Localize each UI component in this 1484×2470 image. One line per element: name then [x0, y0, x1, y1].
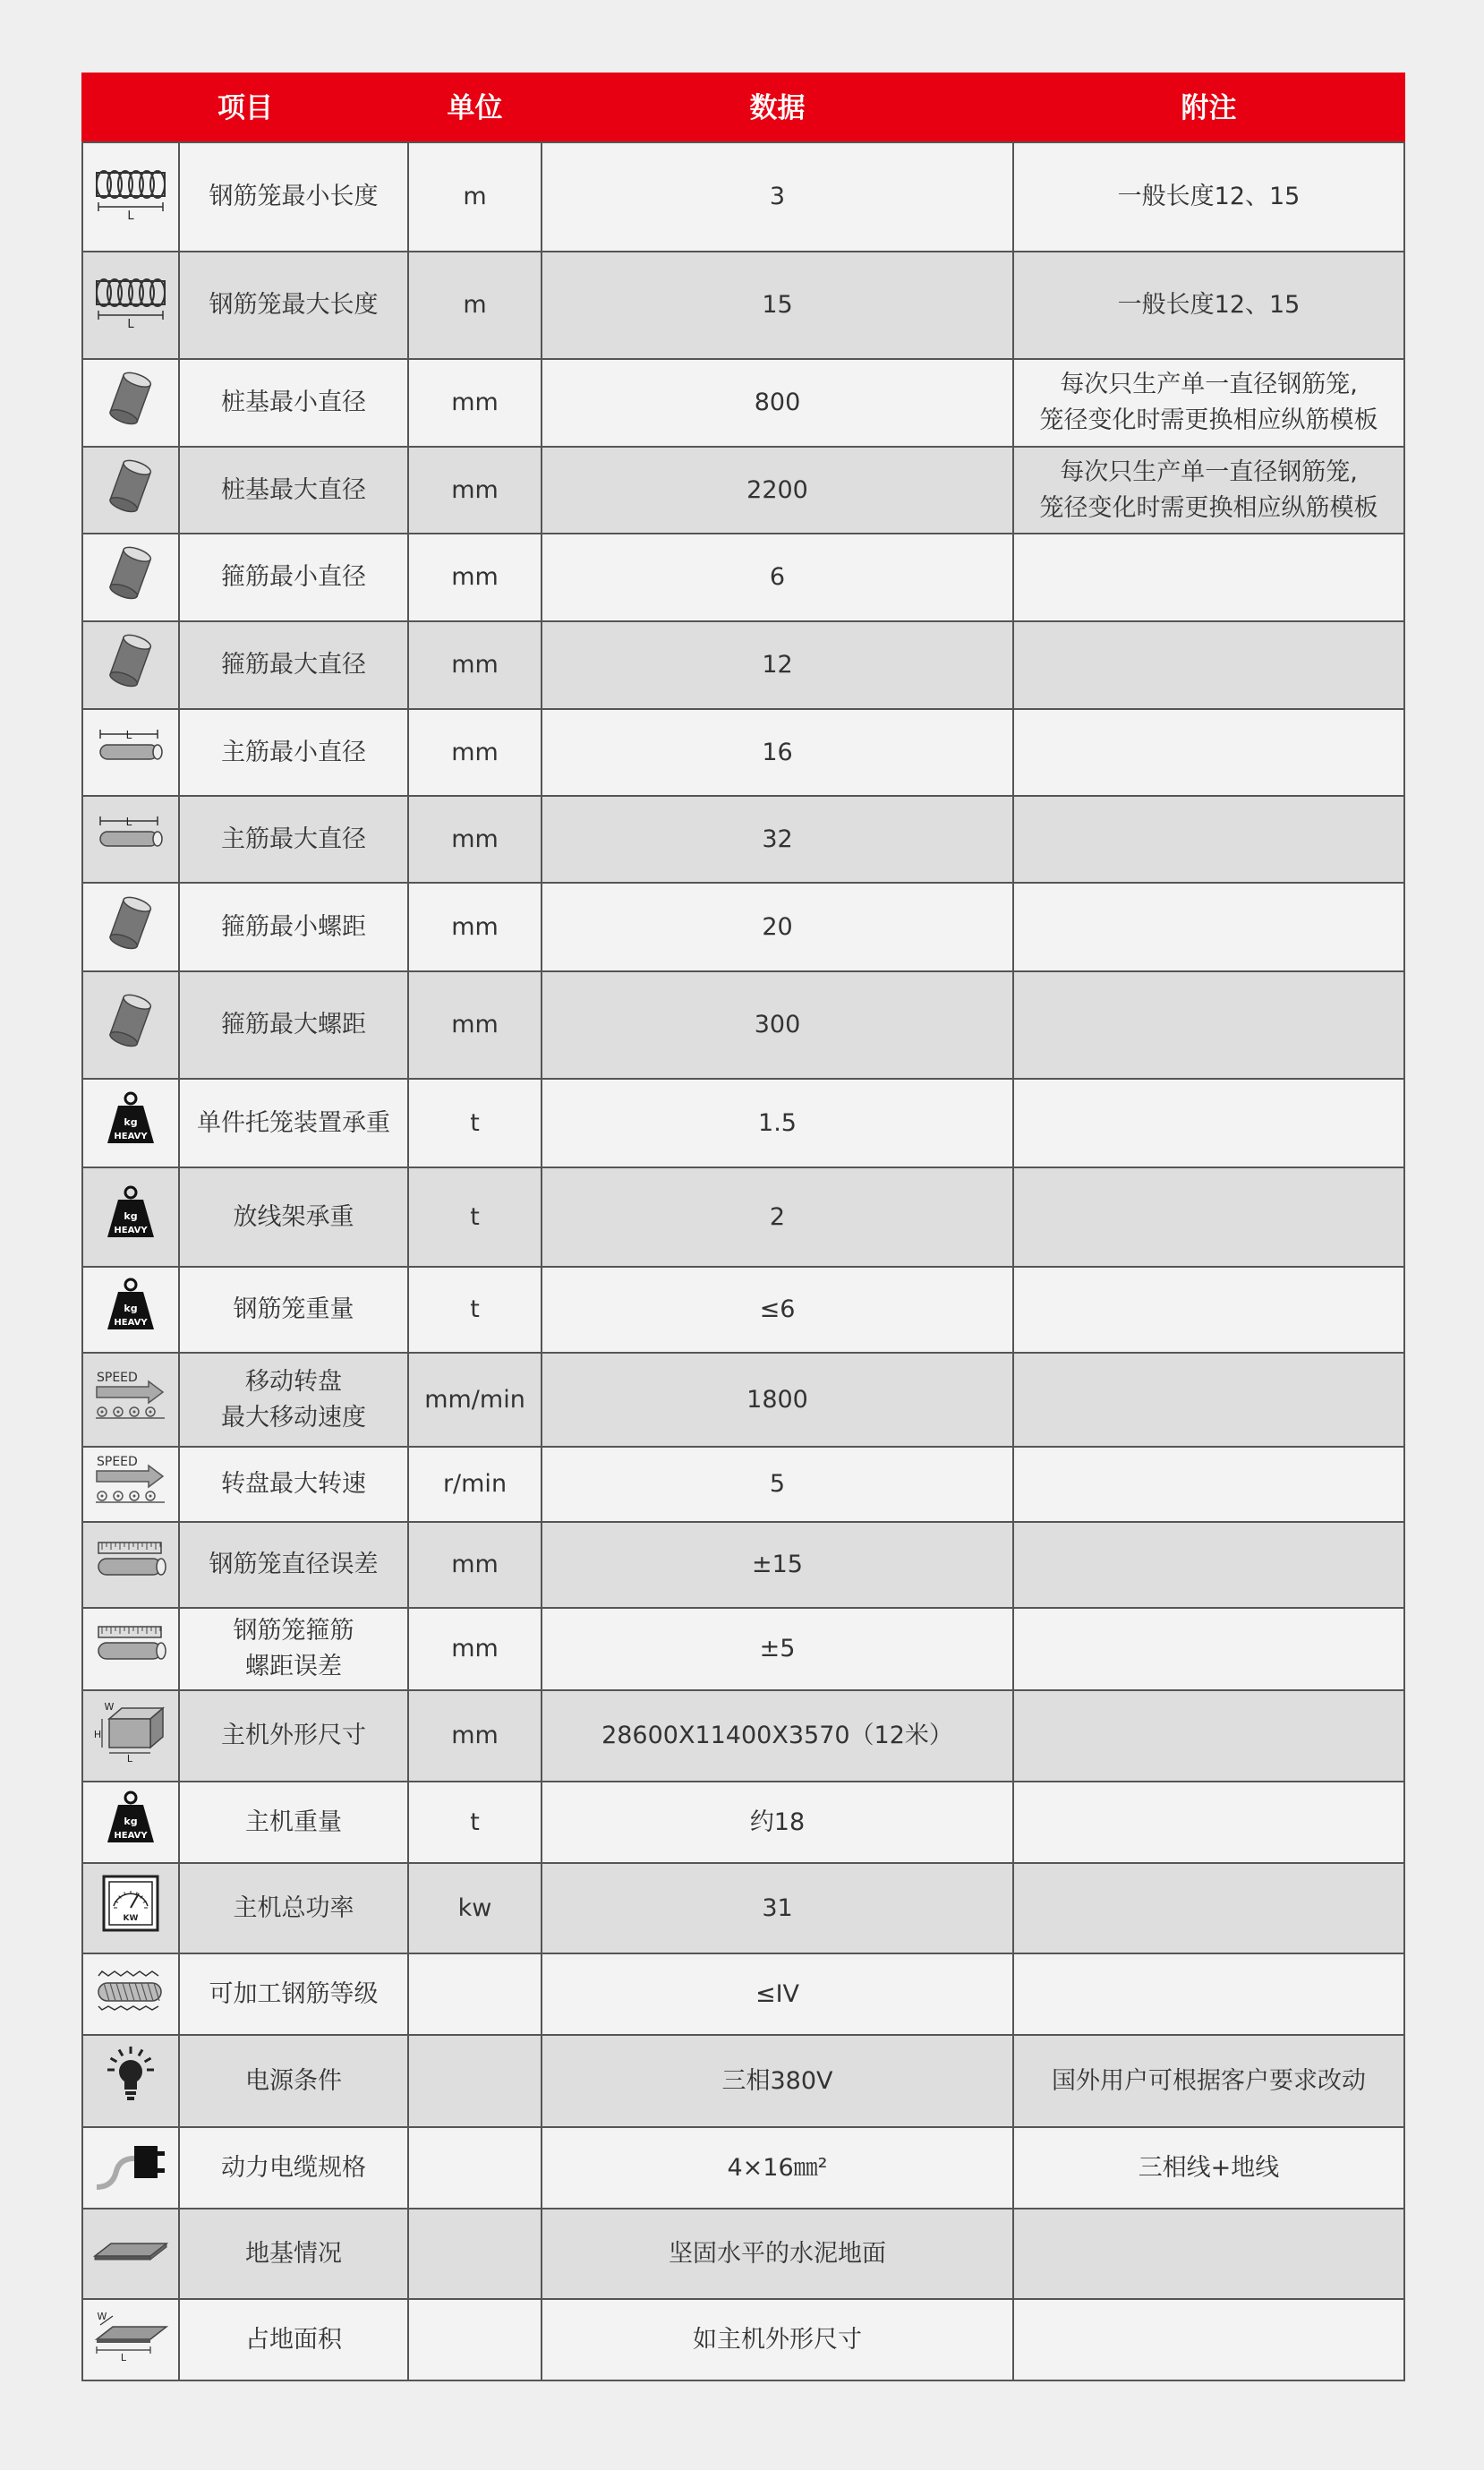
icon-label: HEAVY	[114, 1830, 148, 1841]
row-item	[179, 1167, 408, 1267]
row-item-text: 主机重量	[245, 1808, 342, 1836]
icon-label: HEAVY	[114, 1225, 148, 1235]
row-item-text: 桩基最小直径	[221, 389, 366, 416]
row-value-text: 300	[754, 1011, 801, 1038]
row-icon-cell	[82, 1690, 179, 1782]
row-note-text: 三相线+地线	[1138, 2153, 1280, 2182]
row-unit	[408, 1782, 542, 1863]
row-unit-text: mm	[451, 1722, 499, 1749]
row-unit	[408, 359, 542, 447]
row-note	[1013, 1167, 1404, 1267]
row-value-text: 3	[769, 183, 786, 210]
row-unit	[408, 2299, 542, 2380]
row-unit-text: mm	[451, 651, 499, 679]
icon-label: HEAVY	[114, 1318, 148, 1328]
row-icon-cell	[82, 1953, 179, 2035]
table-row	[82, 883, 1404, 971]
row-item-text: 电源条件	[245, 2066, 342, 2095]
row-icon-cell	[82, 796, 179, 883]
row-unit	[408, 883, 542, 971]
row-icon-cell	[82, 359, 179, 447]
row-value-text: ±5	[759, 1635, 796, 1662]
table-row	[82, 1447, 1404, 1522]
row-value	[542, 883, 1013, 971]
row-icon-cell	[82, 1167, 179, 1267]
row-item-text: 地基情况	[245, 2239, 342, 2268]
row-icon-cell	[82, 2035, 179, 2127]
row-unit	[408, 621, 542, 709]
row-icon-cell	[82, 709, 179, 796]
row-note	[1013, 709, 1404, 796]
row-item-text: 箍筋最小螺距	[221, 912, 366, 941]
icon-label: L	[120, 2351, 127, 2363]
row-value-text: 16	[762, 738, 793, 766]
row-value-text: 5	[769, 1470, 786, 1498]
table-row	[82, 534, 1404, 621]
row-icon-cell	[82, 1079, 179, 1167]
row-value-text: ±15	[752, 1551, 803, 1578]
table-row	[82, 252, 1404, 359]
row-unit-text: mm	[451, 475, 499, 504]
row-value-text: 6	[769, 563, 786, 591]
row-item	[179, 2209, 408, 2299]
row-icon-cell	[82, 621, 179, 709]
heavy-weight-icon	[83, 1789, 178, 1857]
row-note	[1013, 1353, 1404, 1447]
row-value	[542, 1267, 1013, 1353]
row-value-text: 31	[762, 1893, 793, 1922]
row-icon-cell	[82, 1267, 179, 1353]
table-body	[82, 142, 1404, 2380]
row-value	[542, 1863, 1013, 1953]
cylinder-diameter-icon	[83, 628, 178, 702]
row-note-text: 一般长度12、15	[1117, 291, 1301, 319]
row-item-text: 主筋最小直径	[221, 738, 366, 766]
icon-label: SPEED	[97, 1370, 138, 1385]
table-row	[82, 1522, 1404, 1608]
row-item-text: 单件托笼装置承重	[197, 1108, 390, 1137]
row-icon-cell	[82, 2127, 179, 2209]
row-icon-cell	[82, 1447, 179, 1522]
row-note	[1013, 142, 1404, 252]
row-icon-cell	[82, 883, 179, 971]
row-item-text: 桩基最大直径	[221, 475, 366, 504]
row-unit	[408, 2035, 542, 2127]
row-item	[179, 359, 408, 447]
speed-icon	[83, 1367, 178, 1433]
row-value	[542, 709, 1013, 796]
row-value	[542, 971, 1013, 1079]
row-value-text: ≤6	[759, 1295, 796, 1323]
row-unit	[408, 2209, 542, 2299]
row-note	[1013, 1690, 1404, 1782]
row-item	[179, 1353, 408, 1447]
row-item	[179, 1522, 408, 1608]
row-item	[179, 1079, 408, 1167]
row-note	[1013, 359, 1404, 447]
row-unit	[408, 2127, 542, 2209]
table-header-row	[82, 73, 1404, 142]
table-row	[82, 2209, 1404, 2299]
row-icon-cell	[82, 447, 179, 534]
row-item-text: 放线架承重	[233, 1202, 354, 1231]
row-value	[542, 1167, 1013, 1267]
row-unit-text: mm	[451, 825, 499, 853]
heavy-weight-icon	[83, 1276, 178, 1344]
row-item	[179, 971, 408, 1079]
table-row	[82, 1167, 1404, 1267]
row-value	[542, 2209, 1013, 2299]
table-row	[82, 1690, 1404, 1782]
row-value-text: 20	[762, 912, 793, 941]
row-value-text: 1.5	[758, 1108, 797, 1137]
row-note-text: 每次只生产单一直径钢筋笼, 笼径变化时需更换相应纵筋模板	[1039, 457, 1378, 522]
row-item	[179, 447, 408, 534]
table-row	[82, 359, 1404, 447]
row-item-text: 钢筋笼最小长度	[209, 183, 379, 210]
row-icon-cell	[82, 2209, 179, 2299]
row-unit-text: r/min	[442, 1470, 507, 1498]
row-value-text: 坚固水平的水泥地面	[669, 2239, 886, 2268]
power-meter-icon	[83, 1874, 178, 1944]
row-item	[179, 796, 408, 883]
row-item	[179, 621, 408, 709]
cylinder-diameter-icon	[83, 988, 178, 1062]
row-note	[1013, 2127, 1404, 2209]
row-item	[179, 1690, 408, 1782]
icon-label: L	[127, 209, 134, 223]
row-value	[542, 1782, 1013, 1863]
table-row	[82, 2127, 1404, 2209]
row-icon-cell	[82, 971, 179, 1079]
row-unit-text: t	[470, 1295, 480, 1323]
row-item	[179, 2035, 408, 2127]
table-row	[82, 971, 1404, 1079]
table-row	[82, 1608, 1404, 1690]
row-value	[542, 1079, 1013, 1167]
row-item	[179, 2127, 408, 2209]
row-item	[179, 1608, 408, 1690]
icon-label: kg	[124, 1115, 138, 1128]
icon-label: kg	[124, 1303, 138, 1314]
cylinder-diameter-icon	[83, 541, 178, 614]
row-note	[1013, 1267, 1404, 1353]
row-note	[1013, 2299, 1404, 2380]
row-item-text: 钢筋笼最大长度	[209, 291, 379, 319]
row-value	[542, 1953, 1013, 2035]
row-value-text: 2200	[746, 475, 808, 504]
row-note	[1013, 1079, 1404, 1167]
box-dimensions-icon	[83, 1699, 178, 1773]
row-icon-cell	[82, 142, 179, 252]
row-item	[179, 1782, 408, 1863]
icon-label: W	[97, 2310, 107, 2322]
row-unit-text: mm	[451, 1551, 499, 1578]
header-value: 数据	[542, 73, 1013, 142]
row-unit-text: kw	[457, 1893, 492, 1922]
row-item	[179, 883, 408, 971]
row-note	[1013, 1782, 1404, 1863]
row-unit	[408, 1953, 542, 2035]
row-unit	[408, 1608, 542, 1690]
row-unit-text: mm	[451, 738, 499, 766]
row-value	[542, 534, 1013, 621]
floor-area-icon	[83, 2307, 178, 2373]
speed-icon	[83, 1451, 178, 1517]
row-item-text: 箍筋最大直径	[221, 651, 366, 679]
row-unit-text: mm	[451, 912, 499, 941]
row-unit	[408, 1079, 542, 1167]
row-value-text: 32	[762, 825, 793, 853]
row-note	[1013, 1608, 1404, 1690]
row-unit-text: mm	[451, 1011, 499, 1038]
icon-label: L	[126, 1753, 133, 1762]
row-value	[542, 1447, 1013, 1522]
row-value	[542, 142, 1013, 252]
row-icon-cell	[82, 534, 179, 621]
rebar-cage-length-icon	[83, 269, 178, 342]
row-note	[1013, 1953, 1404, 2035]
row-icon-cell	[82, 1608, 179, 1690]
row-unit	[408, 252, 542, 359]
icon-label: H	[93, 1729, 102, 1740]
row-value	[542, 621, 1013, 709]
row-value	[542, 252, 1013, 359]
row-unit-text: mm/min	[424, 1385, 525, 1414]
row-unit-text: m	[463, 183, 487, 210]
row-value-text: 28600X11400X3570（12米）	[601, 1722, 953, 1749]
row-item	[179, 1447, 408, 1522]
row-value-text: 三相380V	[721, 2066, 833, 2095]
table-row	[82, 1267, 1404, 1353]
cylinder-diameter-icon	[83, 366, 178, 440]
power-plug-icon	[83, 2135, 178, 2201]
table-row	[82, 2299, 1404, 2380]
row-value-text: 4×16㎜²	[727, 2153, 828, 2182]
row-unit-text: mm	[451, 389, 499, 416]
table-row	[82, 447, 1404, 534]
rebar-cage-length-icon	[83, 160, 178, 234]
row-value-text: 如主机外形尺寸	[693, 2325, 862, 2354]
row-unit-text: mm	[451, 563, 499, 591]
row-unit	[408, 1353, 542, 1447]
cylinder-diameter-icon	[83, 891, 178, 964]
table-row	[82, 2035, 1404, 2127]
header-unit: 单位	[408, 73, 542, 142]
ribbed-rebar-icon	[83, 1967, 178, 2022]
row-item	[179, 1953, 408, 2035]
row-unit	[408, 1690, 542, 1782]
row-item-text: 移动转盘 最大移动速度	[221, 1367, 366, 1432]
row-note-text: 国外用户可根据客户要求改动	[1052, 2066, 1366, 2095]
row-unit	[408, 1863, 542, 1953]
row-note	[1013, 1447, 1404, 1522]
row-note-text: 每次只生产单一直径钢筋笼, 笼径变化时需更换相应纵筋模板	[1039, 371, 1378, 434]
row-value-text: 800	[754, 389, 801, 416]
row-item	[179, 1267, 408, 1353]
heavy-weight-icon	[83, 1184, 178, 1252]
row-item-text: 可加工钢筋等级	[209, 1979, 379, 2008]
row-unit	[408, 534, 542, 621]
row-unit-text: t	[470, 1808, 480, 1836]
icon-label: L	[125, 728, 132, 741]
ruler-bar-icon	[83, 1621, 178, 1677]
row-icon-cell	[82, 252, 179, 359]
row-value	[542, 796, 1013, 883]
row-item-text: 主机总功率	[233, 1893, 354, 1922]
row-note	[1013, 1863, 1404, 1953]
row-value-text: 12	[762, 651, 793, 679]
row-item	[179, 252, 408, 359]
row-icon-cell	[82, 1522, 179, 1608]
row-item-text: 转盘最大转速	[221, 1470, 366, 1498]
row-item-text: 动力电缆规格	[221, 2153, 366, 2182]
heavy-weight-icon	[83, 1090, 178, 1158]
table-row	[82, 1353, 1404, 1447]
row-item-text: 钢筋笼直径误差	[209, 1551, 379, 1578]
table-row	[82, 142, 1404, 252]
row-note	[1013, 1522, 1404, 1608]
table-row	[82, 796, 1404, 883]
row-item-text: 钢筋笼重量	[233, 1295, 354, 1323]
row-note	[1013, 447, 1404, 534]
row-note	[1013, 796, 1404, 883]
row-note	[1013, 621, 1404, 709]
row-unit-text: t	[470, 1202, 480, 1231]
icon-label: kg	[124, 1209, 138, 1222]
row-value-text: 约18	[749, 1808, 806, 1836]
row-icon-cell	[82, 1782, 179, 1863]
row-value-text: 1800	[746, 1385, 808, 1414]
row-unit	[408, 709, 542, 796]
bar-length-icon	[83, 725, 178, 781]
row-note	[1013, 883, 1404, 971]
row-item-text: 占地面积	[245, 2325, 342, 2354]
table-row	[82, 1863, 1404, 1953]
row-item-text: 箍筋最小直径	[221, 563, 366, 591]
row-value	[542, 359, 1013, 447]
icon-label: HEAVY	[114, 1131, 148, 1141]
icon-label: W	[104, 1701, 115, 1713]
cylinder-diameter-icon	[83, 454, 178, 527]
header-note: 附注	[1013, 73, 1404, 142]
row-unit	[408, 447, 542, 534]
row-item	[179, 534, 408, 621]
ruler-bar-icon	[83, 1537, 178, 1593]
row-note	[1013, 2035, 1404, 2127]
row-icon-cell	[82, 2299, 179, 2380]
row-item-text: 主机外形尺寸	[221, 1722, 366, 1749]
row-item	[179, 1863, 408, 1953]
row-icon-cell	[82, 1863, 179, 1953]
table-row	[82, 1953, 1404, 2035]
row-unit	[408, 142, 542, 252]
row-item-text: 箍筋最大螺距	[221, 1011, 366, 1038]
spec-table	[81, 73, 1405, 2381]
header-item: 项目	[82, 73, 408, 142]
icon-label: KW	[123, 1913, 139, 1923]
row-value-text: 2	[769, 1202, 786, 1231]
row-note	[1013, 2209, 1404, 2299]
row-value	[542, 1690, 1013, 1782]
table-row	[82, 709, 1404, 796]
ground-slab-icon	[83, 2231, 178, 2278]
row-value	[542, 1522, 1013, 1608]
row-note	[1013, 252, 1404, 359]
row-value	[542, 447, 1013, 534]
bar-length-icon	[83, 812, 178, 867]
table-row	[82, 1079, 1404, 1167]
row-item	[179, 709, 408, 796]
row-value	[542, 2035, 1013, 2127]
row-unit-text: m	[463, 291, 487, 319]
row-note-text: 一般长度12、15	[1117, 183, 1301, 210]
row-note	[1013, 971, 1404, 1079]
row-item	[179, 142, 408, 252]
row-item-text: 钢筋笼箍筋 螺距误差	[233, 1617, 354, 1680]
row-item	[179, 2299, 408, 2380]
icon-label: L	[125, 815, 132, 828]
row-icon-cell	[82, 1353, 179, 1447]
table-row	[82, 621, 1404, 709]
row-unit-text: mm	[451, 1635, 499, 1662]
row-note	[1013, 534, 1404, 621]
row-value	[542, 2299, 1013, 2380]
table-row	[82, 1782, 1404, 1863]
row-value	[542, 2127, 1013, 2209]
row-unit	[408, 971, 542, 1079]
row-unit	[408, 796, 542, 883]
icon-label: L	[127, 318, 134, 331]
row-unit	[408, 1267, 542, 1353]
light-bulb-icon	[83, 2045, 178, 2118]
row-unit	[408, 1167, 542, 1267]
row-unit-text: t	[470, 1108, 480, 1137]
row-value-text: ≤IV	[755, 1979, 800, 2008]
icon-label: kg	[124, 1815, 138, 1827]
row-value	[542, 1608, 1013, 1690]
row-unit	[408, 1522, 542, 1608]
row-value-text: 15	[762, 291, 793, 319]
icon-label: SPEED	[97, 1455, 138, 1469]
row-value	[542, 1353, 1013, 1447]
row-item-text: 主筋最大直径	[221, 825, 366, 853]
row-unit	[408, 1447, 542, 1522]
